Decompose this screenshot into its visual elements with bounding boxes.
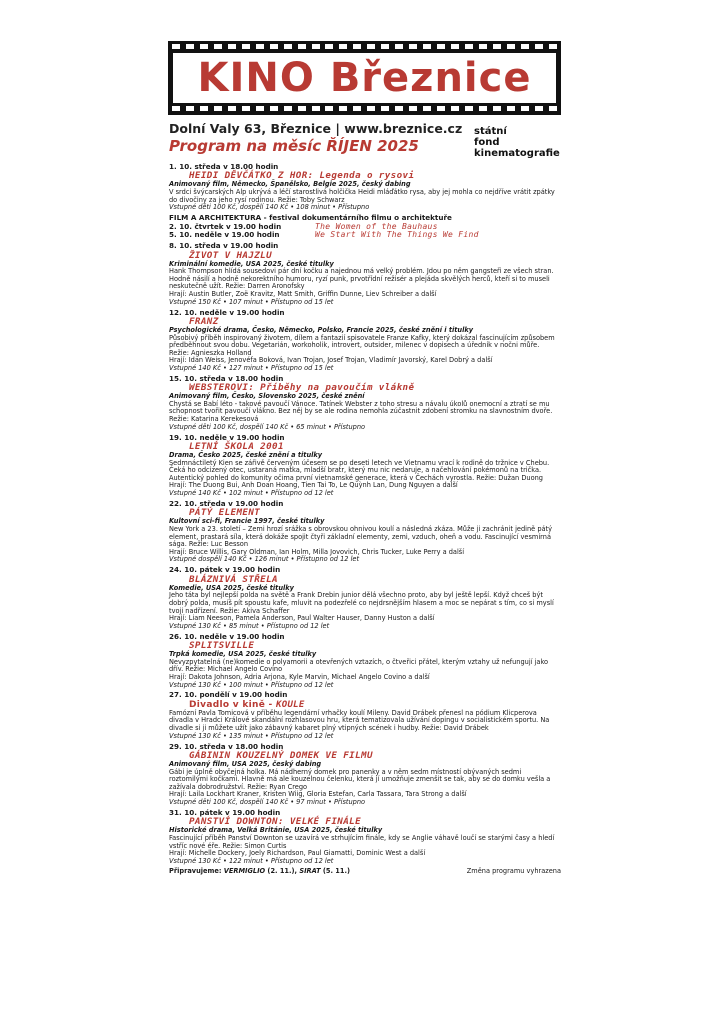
cinema-logo: KINO Březnice <box>197 55 532 101</box>
event-description: V srdci švýcarských Alp ukrývá a léčí starostlivá holčička Heidi mláďátko rysa, aby jej mohla co nejdříve vrátit zpátky do divočiny za jeho rysí rodinou. Režie: Toby Schwarz <box>169 188 555 204</box>
festival-heading: FILM A ARCHITEKTURA - festival dokumentárního filmu o architektuře <box>169 213 452 223</box>
event-date: 1. 10. středa v 18.00 hodin <box>169 162 279 171</box>
event-date: 24. 10. pátek v 19.00 hodin <box>169 565 281 575</box>
event-price: Vstupné děti 100 Kč, dospělí 140 Kč • 108 minut • Přístupno <box>169 203 370 212</box>
logo-box <box>173 53 556 103</box>
event-title: BLÁZNIVÁ STŘELA <box>189 573 278 585</box>
event-price: Vstupné děti 100 Kč, dospělí 140 Kč • 97 minut • Přístupno <box>169 798 366 807</box>
sponsor-logo <box>474 126 560 159</box>
event-description: Nevyzpytatelná (ne)komedie o polyamorii a otevřených vztazích, o čtveřici přátel, kterým vztahy už nefungují jako dřív. Režie: Michael Angelo Covino <box>169 657 549 674</box>
event-date: 31. 10. pátek v 19.00 hodin <box>169 808 281 818</box>
event-title: HEIDI DĚVČÁTKO Z HOR: Legenda o rysovi <box>189 170 415 182</box>
event-description: Sedmnáctiletý Kien se zářivě červeným účesem se po deseti letech ve Vietnamu vrací k rodině do tržnice v Chebu. Čeká ho odcizený otec, ustaraná matka, mladší bratr, který mu nic nedaruje, a načehlování pokémonů na trička. Autentický pohled do komunity očima první vietnamské generace, která v Čechách vyrostla. Režie: Dužan Duong <box>169 458 550 482</box>
program-month: ŘÍJEN 2025 <box>326 137 419 155</box>
event-item <box>169 434 561 498</box>
event-title: PÁTÝ ELEMENT <box>189 507 261 519</box>
event-title-main: KOULE <box>276 699 305 710</box>
event-title: FRANZ <box>189 315 219 327</box>
address: Dolní Valy 63, Březnice | www.breznice.cz <box>169 121 463 136</box>
event-price: Vstupné 150 Kč • 107 minut • Přístupno od 15 let <box>169 297 334 306</box>
event-price: Vstupné 130 Kč • 100 minut • Přístupno od 12 let <box>169 680 334 689</box>
event-description: Fascinující příběh Panství Downton se uzavírá ve strhujícím finále, kdy se Anglie váhavě loučí se starými časy a hledí vstříc nové éře. Režie: Simon Curtis <box>169 834 555 850</box>
event-description: Jeho táta byl nejlepší polda na světě a Frank Drebin junior dělá všechno proto, aby byl ještě lepší. Když chceš být dobrý polda, musíš pít spoustu kafe, mluvit na podezřelé co nejdrsnějším hlasem a moc se nepárat s tím, co si myslí tvoji nadřízení. Režie: Akiva Schaffer <box>169 591 554 615</box>
upcoming-date: (5. 11.) <box>320 866 350 875</box>
event-cast: Hrají: Austin Butler, Zoë Kravitz, Matt Smith, Griffin Dunne, Liev Schreiber a další <box>169 289 437 298</box>
upcoming-label: Připravujeme: <box>169 866 224 875</box>
event-price: Vstupné 130 Kč • 135 minut • Přístupno od 12 let <box>169 731 334 740</box>
upcoming-films <box>169 868 350 876</box>
footer <box>169 868 561 876</box>
event-meta: Kultovní sci-fi, Francie 1997, české titulky <box>169 517 325 526</box>
event-date: 26. 10. neděle v 19.00 hodin <box>169 631 285 641</box>
event-cast: Hrají: Laila Lockhart Kraner, Kristen Wiig, Gloria Estefan, Carla Tassara, Tara Strong a další <box>169 790 467 799</box>
sponsor-line: státní <box>474 126 507 137</box>
event-meta: Animovaný film, Německo, Španělsko, Belgie 2025, český dabing <box>169 180 411 189</box>
upcoming-date: (2. 11.), <box>265 866 300 875</box>
event-divadlo <box>169 691 561 740</box>
event-meta: Historické drama, Velká Británie, USA 2025, české titulky <box>169 826 383 835</box>
event-description: New York a 23. století – Zemi hrozí srážka s obrovskou ohnivou koulí a následná zkáza. Může ji zachránit jedině pátý element, prastará síla, která dokáže spojit čtyři základní elementy, zemi, vzduch, oheň a vodu. Fascinující vesmírná sága. Režie: Luc Besson <box>169 525 553 549</box>
event-title: SPLITSVILLE <box>189 640 255 652</box>
event-price: Vstupné 140 Kč • 102 minut • Přístupno od 12 let <box>169 489 334 498</box>
program-title <box>169 137 419 155</box>
event-item <box>169 566 561 630</box>
event-title: LETNÍ ŠKOLA 2001 <box>189 441 284 453</box>
film-strip-logo <box>168 41 561 115</box>
event-price: Vstupné 130 Kč • 122 minut • Přístupno od 12 let <box>169 856 334 865</box>
event-date: 27. 10. pondělí v 19.00 hodin <box>169 690 288 700</box>
sponsor-line: fond <box>474 137 500 148</box>
event-item <box>169 309 561 373</box>
event-title: WEBSTEROVI: Příběhy na pavoučím vlákně <box>189 382 415 394</box>
program-change-note: Změna programu vyhrazena <box>466 866 561 875</box>
event-cast: Hrají: Liam Neeson, Pamela Anderson, Paul Walter Hauser, Danny Huston a další <box>169 614 435 623</box>
sponsor-line: kinematografie <box>474 148 560 159</box>
event-title: GÁBININ KOUZELNÝ DOMEK VE FILMU <box>189 750 373 762</box>
event-item <box>169 809 561 865</box>
event-date: 12. 10. neděle v 19.00 hodin <box>169 307 285 317</box>
event-cast: Hrají: Michelle Dockery, Joely Richardson, Paul Giamatti, Dominic West a další <box>169 849 426 858</box>
event-description: Gábi je úplně obyčejná holka. Má nádherný domek pro panenky a v něm sedm místností obývaných sedmi roztomilými kočkami. Hlavně má ale kouzelnou čelenku, která jí umožňuje zmenšit se tak, aby se do domku vešla a zažívala dobrodružství. Režie: Ryan Crego <box>169 767 551 791</box>
event-meta: Komedie, USA 2025, české titulky <box>169 583 294 592</box>
film-strip-holes-top <box>172 44 557 50</box>
event-price: Vstupné 130 Kč • 85 minut • Přístupno od 12 let <box>169 621 330 630</box>
event-price: Vstupné dospělí 140 Kč • 126 minut • Přístupno od 12 let <box>169 555 360 564</box>
event-meta: Animovaný film, USA 2025, český dabing <box>169 760 322 769</box>
event-date: 29. 10. středa v 18.00 hodin <box>169 741 284 751</box>
event-date: 15. 10. středa v 18.00 hodin <box>169 373 284 383</box>
event-meta: Drama, Česko 2025, české znění a titulky <box>169 451 323 460</box>
event-meta: Kriminální komedie, USA 2025, české titulky <box>169 259 334 268</box>
event-meta: Psychologické drama, Česko, Německo, Polsko, Francie 2025, české znění i titulky <box>169 325 474 334</box>
event-item <box>169 500 561 564</box>
upcoming-film: SIRAT <box>299 866 321 875</box>
event-cast: Hrají: Dakota Johnson, Adria Arjona, Kyle Marvin, Michael Angelo Covino a další <box>169 672 430 681</box>
festival-date: 5. 10. neděle v 19.00 hodin <box>169 230 280 240</box>
event-title: PANSTVÍ DOWNTON: VELKÉ FINÁLE <box>189 816 362 828</box>
program-prefix: Program na měsíc <box>169 137 327 155</box>
event-description: Chystá se Babí léto - takové pavoučí Vánoce. Tatínek Webster z toho stresu a návalu úkolů onemocní a ztratí se mu schopnost tvořit pavoučí vlákno. Bez něj by se ale rodina nemohla zúčastnit zdobení stromku na slavnostním dvoře. Režie: Katarina Kerekesová <box>169 399 553 424</box>
event-price: Vstupné děti 100 Kč, dospělí 140 Kč • 65 minut • Přístupno <box>169 422 366 431</box>
event-meta: Trpká komedie, USA 2025, české titulky <box>169 650 317 659</box>
upcoming-film: VERMIGLIO <box>223 866 266 875</box>
event-cast: Hrají: The Duong Bui, Anh Doan Hoang, Tien Tai To, Le Quỳnh Lan, Dung Nguyen a další <box>169 481 458 490</box>
event-item <box>169 743 561 807</box>
event-cast: Hrají: Idan Weiss, Jenovéfa Boková, Ivan Trojan, Josef Trojan, Vladimír Javorský, Karel Dobrý a další <box>169 356 493 365</box>
event-date: 19. 10. neděle v 19.00 hodin <box>169 432 285 442</box>
festival-date: 2. 10. čtvrtek v 19.00 hodin <box>169 221 282 231</box>
event-description: Famózní Pavla Tomicová v příběhu legendární vrhačky koulí Mileny. David Drábek přenesl na pódium Klicperova divadla v Hradci Králové skandální rozhlasovou hru, která tematizovala užívání dopingu v socialistickém sportu. Na divadle si ji můžete užít jako zábavný kabaret plný vtipných scének i hudby. Režie: David Drábek <box>169 708 550 733</box>
film-strip-holes-bottom <box>172 106 557 112</box>
program-list <box>169 163 561 875</box>
festival-row <box>169 231 561 240</box>
festival-film-title: The Women of the Bauhaus <box>315 221 438 231</box>
event-cast: Hrají: Bruce Willis, Gary Oldman, Ian Holm, Milla Jovovich, Chris Tucker, Luke Perry a další <box>169 547 465 556</box>
event-title: ŽIVOT V HAJZLU <box>189 249 273 261</box>
event-date: 22. 10. středa v 19.00 hodin <box>169 499 284 508</box>
event-title-prefix: Divadlo v kině - <box>189 699 277 710</box>
event-description: Hank Thompson hlídá sousedovi pár dní kočku a najednou má velký problém. Jdou po něm gangsteři ze všech stran. Hodně násilí a hodně nekorektního humoru, ryzí punk, prvotřídní režisér a plejáda skvělých herců, kteří si to museli neskutečně užít. Režie: Darren Aronofsky <box>169 267 554 291</box>
event-item <box>169 375 561 431</box>
event-item <box>169 163 561 212</box>
event-meta: Animovaný film, Česko, Slovensko 2025, české znění <box>169 392 365 401</box>
event-description: Působivý příběh inspirovaný životem, dílem a fantazií spisovatele Franze Kafky, který dokázal fascinujícím způsobem předběhnout svou dobu. Vegetarián, workoholik, introvert, outsider, milenec v dopisech a úředník v nočni můře. Režie: Agnieszka Holland <box>169 333 555 357</box>
event-item <box>169 242 561 306</box>
event-date: 8. 10. středa v 19.00 hodin <box>169 241 279 251</box>
event-item <box>169 633 561 689</box>
festival-film-title: We Start With The Things We Find <box>315 230 479 240</box>
event-price: Vstupné 140 Kč • 127 minut • Přístupno od 15 let <box>169 363 334 372</box>
festival-block <box>169 214 561 240</box>
